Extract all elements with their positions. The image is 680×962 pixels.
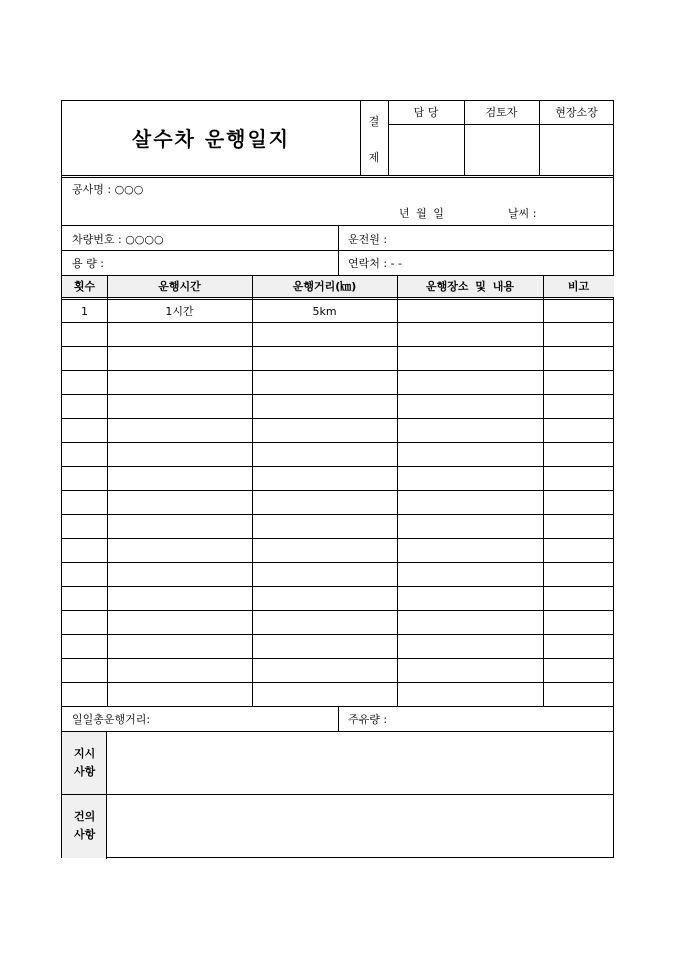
col-header-place: 운행장소 및 내용 [425,280,515,293]
divider [62,297,614,298]
row-1-count: 1 [81,305,88,318]
table-row-line [62,418,614,419]
col-header-distance: 운행거리(㎞) [292,280,357,293]
weather-field: 날씨 : [508,207,537,220]
approval-sign-reviewer[interactable] [465,125,538,175]
row-1-distance: 5km [312,305,337,318]
suggestions-label-line1: 건의 [74,810,96,823]
approval-label-bottom: 제 [368,151,380,164]
col-header-note: 비고 [567,280,590,293]
table-row-line [62,634,614,635]
daily-distance-field: 일일총운행거리: [72,713,151,726]
approval-sign-site-manager[interactable] [540,125,614,175]
table-row-line [62,658,614,659]
table-row-line [62,442,614,443]
table-row-line [62,490,614,491]
instructions-label-line1: 지시 [74,747,96,760]
capacity-field: 용 량 : [72,257,104,270]
page-title: 살수차 운행일지 [131,127,291,151]
table-row-line [62,322,614,323]
date-field: 년 월 일 [399,207,444,220]
table-row-line [62,562,614,563]
col-header-count: 횟수 [73,280,96,293]
col-header-time: 운행시간 [158,280,201,293]
divider [62,177,614,178]
divider [62,175,614,176]
vehicle-number: 차량번호 : ○○○○ [72,233,164,246]
divider [338,706,339,731]
table-column-line [543,275,544,707]
table-row-line [62,466,614,467]
approval-col-reviewer: 검토자 [485,106,518,119]
suggestions-label-line2: 사항 [74,828,96,841]
table-column-line [107,275,108,707]
driver-field: 운전원 : [348,233,388,246]
fuel-field: 주유량 : [348,713,388,726]
instructions-label-line2: 사항 [74,765,96,778]
approval-col-staff: 담 당 [413,106,439,119]
instructions-area[interactable] [107,732,614,794]
table-row-line [62,514,614,515]
table-row-line [62,586,614,587]
approval-sign-staff[interactable] [389,125,463,175]
divider [62,299,614,300]
table-row-line [62,682,614,683]
table-row-line [62,346,614,347]
table-column-line [397,275,398,707]
contact-field: 연락처 : - - [348,257,403,270]
table-row-line [62,610,614,611]
table-column-line [252,275,253,707]
row-1-time: 1시간 [165,305,194,318]
log-form [61,100,614,858]
approval-col-site-manager: 현장소장 [555,106,598,119]
table-row-line [62,370,614,371]
suggestions-area[interactable] [107,795,614,858]
table-row-line [62,538,614,539]
approval-label-top: 결 [368,115,380,128]
project-name: 공사명 : ○○○ [72,183,144,196]
table-row-line [62,394,614,395]
divider [62,250,614,251]
